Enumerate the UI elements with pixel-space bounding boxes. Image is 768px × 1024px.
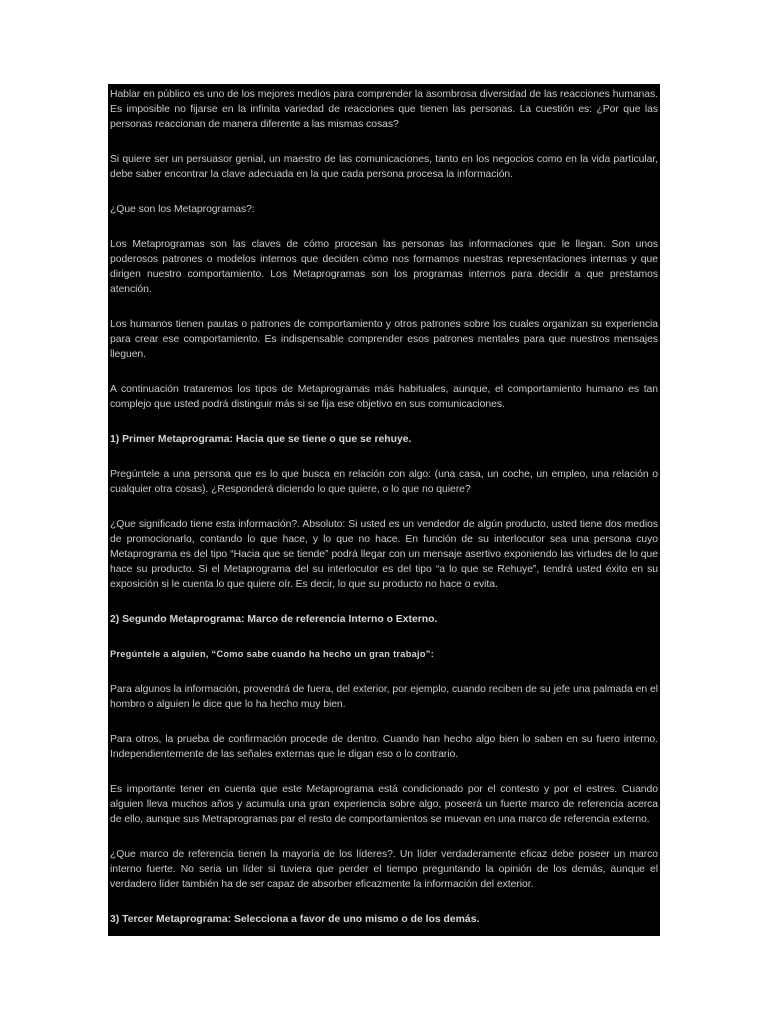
paragraph-context: Es importante tener en cuenta que este Metaprograma está condicionado por el contesto y por el estres. Cuando alguien lleva muchos años y acumula una gran experiencia sobre algo, poseerá un fuerte marco de referencia acerca de ello, aunque sus Metraprogramas par el resto de comportamientos se muevan en una marco de referencia externo. bbox=[110, 784, 658, 825]
paragraph-external: Para algunos la información, provendrá de fuera, del exterior, por ejemplo, cuando reciben de su jefe una palmada en el hombro o alguien le dice que lo ha hecho muy bien. bbox=[110, 684, 658, 710]
paragraph-leaders: ¿Que marco de referencia tienen la mayoría de los líderes?. Un líder verdaderamente eficaz debe poseer un marco interno fuerte. No seria un líder si tuviera que perder el tiempo preguntando la opinión de los demás, aunque el verdadero líder también ha de ser capaz de absorber eficazmente la información del exterior. bbox=[110, 849, 658, 890]
paragraph-intro: Hablar en público es uno de los mejores medios para comprender la asombrosa diversidad de las reacciones humanas. Es imposible no fijarse en la infinita variedad de reacciones que tienen las personas. La cuestión es: ¿Por que las personas reaccionan de manera diferente a las mismas cosas? bbox=[110, 89, 658, 130]
document-page bbox=[108, 84, 660, 936]
heading-second-metaprogram: 2) Segundo Metaprograma: Marco de referencia Interno o Externo. bbox=[110, 614, 438, 625]
paragraph-types: A continuación trataremos los tipos de Metaprogramas más habituales, aunque, el comportamiento humano es tan complejo que usted podrá distinguir más si se fija ese objetivo en sus comunicaciones. bbox=[110, 384, 658, 410]
paragraph-meaning: ¿Que significado tiene esta información?. Absoluto: Si usted es un vendedor de algún producto, usted tiene dos medios de promocionarlo, contando lo que hace, y lo que no hace. En función de su interlocutor sea una persona cuyo Metaprograma es del tipo “Hacia que se tiende” podrá llegar con un mensaje asertivo exponiendo las virtudes de lo que hace su producto. Si el Metaprograma del su interlocutor es del tipo “a lo que se Rehuye”, tendrá usted éxito en su exposición si le cuenta lo que quiere oír. Es decir, lo que su producto no hace o evita. bbox=[110, 519, 658, 590]
heading-third-metaprogram: 3) Tercer Metaprograma: Selecciona a favor de uno mismo o de los demás. bbox=[110, 914, 480, 925]
paragraph-patterns: Los humanos tienen pautas o patrones de comportamiento y otros patrones sobre los cuales organizan su experiencia para crear ese comportamiento. Es indispensable comprender esos patrones mentales para que nuestros mensajes lleguen. bbox=[110, 319, 658, 360]
paragraph-ask-someone: Pregúntele a alguien, “Como sabe cuando ha hecho un gran trabajo”: bbox=[110, 649, 435, 659]
paragraph-question-metaprogramas: ¿Que son los Metaprogramas?: bbox=[110, 204, 255, 215]
heading-first-metaprogram: 1) Primer Metaprograma: Hacia que se tiene o que se rehuye. bbox=[110, 434, 412, 445]
paragraph-ask-person: Pregúntele a una persona que es lo que busca en relación con algo: (una casa, un coche, un empleo, una relación o cualquier otra cosas). ¿Responderá diciendo lo que quiere, o lo que no quiere? bbox=[110, 469, 658, 495]
paragraph-definition: Los Metaprogramas son las claves de cómo procesan las personas las informaciones que le llegan. Son unos poderosos patrones o modelos internos que deciden cómo nos formamos nuestras representaciones internas y que dirigen nuestro comportamiento. Los Metaprogramas son los programas internos para decidir a que prestamos atención. bbox=[110, 239, 658, 295]
paragraph-internal: Para otros, la prueba de confirmación procede de dentro. Cuando han hecho algo bien lo saben en su fuero interno. Independientemente de las señales externas que le digan eso o lo contrario. bbox=[110, 734, 658, 760]
paragraph-persuasor: Si quiere ser un persuasor genial, un maestro de las comunicaciones, tanto en los negocios como en la vida particular, debe saber encontrar la clave adecuada en la que cada persona procesa la información. bbox=[110, 154, 658, 180]
